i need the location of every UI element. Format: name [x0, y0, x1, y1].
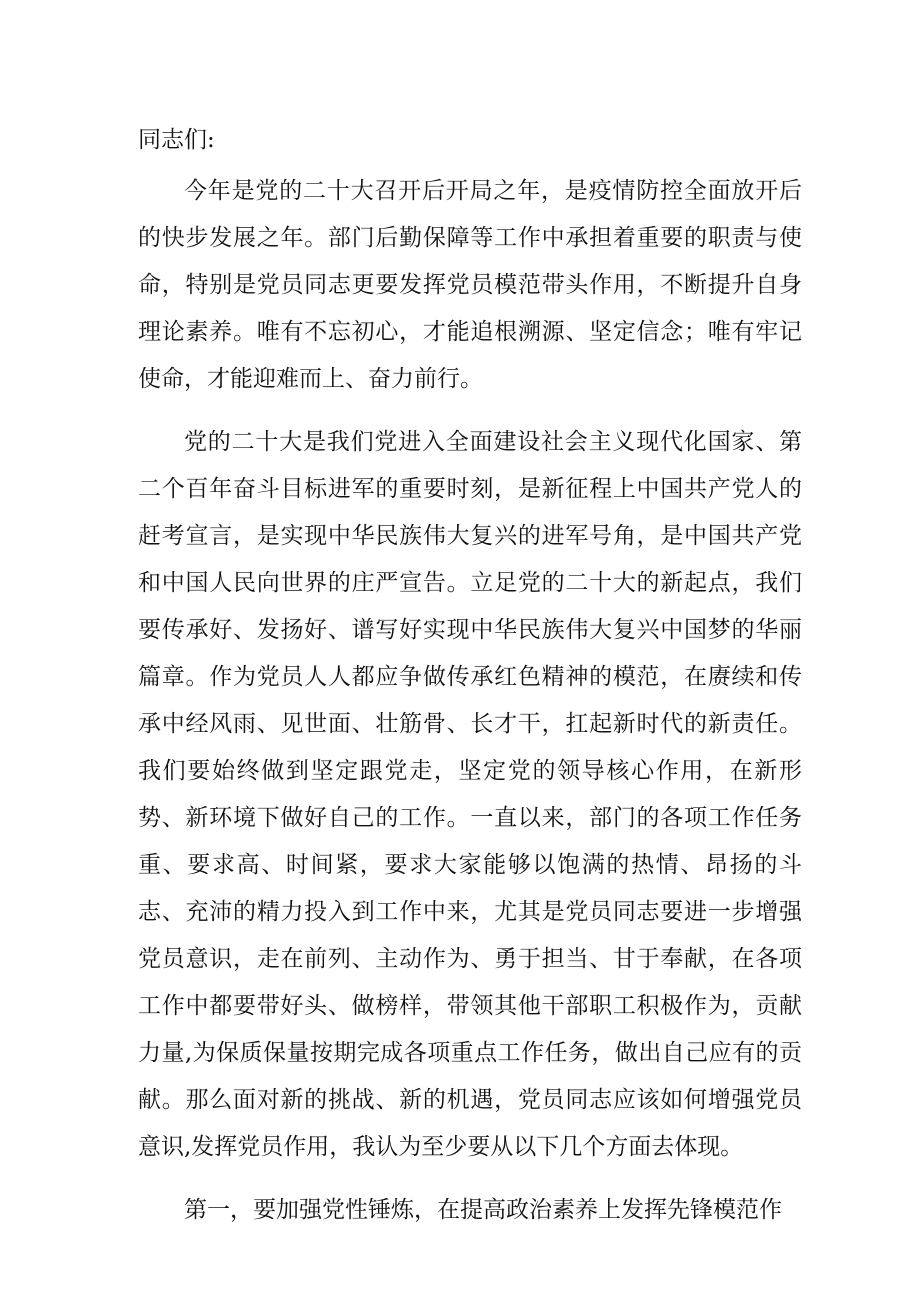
- salutation: 同志们:: [138, 127, 215, 153]
- paragraph-1: 今年是党的二十大召开后开局之年，是疫情防控全面放开后的快步发展之年。部门后勤保障等工作中承担着重要的职责与使命，特别是党员同志更要发挥党员模范带头作用，不断提升自身理论素养。唯有不忘初心，才能追根溯源、坚定信念；唯有牢记使命，才能迎难而上、奋力前行。: [138, 178, 802, 392]
- document-body: [138, 118, 802, 1234]
- paragraph-2: 党的二十大是我们党进入全面建设社会主义现代化国家、第二个百年奋斗目标进军的重要时刻，是新征程上中国共产党人的赶考宣言，是实现中华民族伟大复兴的进军号角，是中国共产党和中国人民向世界的庄严宣告。立足党的二十大的新起点，我们要传承好、发扬好、谱写好实现中华民族伟大复兴中国梦的华丽篇章。作为党员人人都应争做传承红色精神的模范，在赓续和传承中经风雨、见世面、壮筋骨、长才干，扛起新时代的新责任。我们要始终做到坚定跟党走，坚定党的领导核心作用，在新形势、新环境下做好自己的工作。一直以来，部门的各项工作任务重、要求高、时间紧，要求大家能够以饱满的热情、昂扬的斗志、充沛的精力投入到工作中来，尤其是党员同志要进一步增强党员意识，走在前列、主动作为、勇于担当、甘于奉献，在各项工作中都要带好头、做榜样，带领其他干部职工积极作为，贡献力量,为保质保量按期完成各项重点工作任务，做出自己应有的贡献。那么面对新的挑战、新的机遇，党员同志应该如何增强党员意识,发挥党员作用，我认为至少要从以下几个方面去体现。: [138, 429, 802, 1160]
- paragraph-3: 第一，要加强党性锤炼，在提高政治素养上发挥先锋模范作: [184, 1197, 782, 1223]
